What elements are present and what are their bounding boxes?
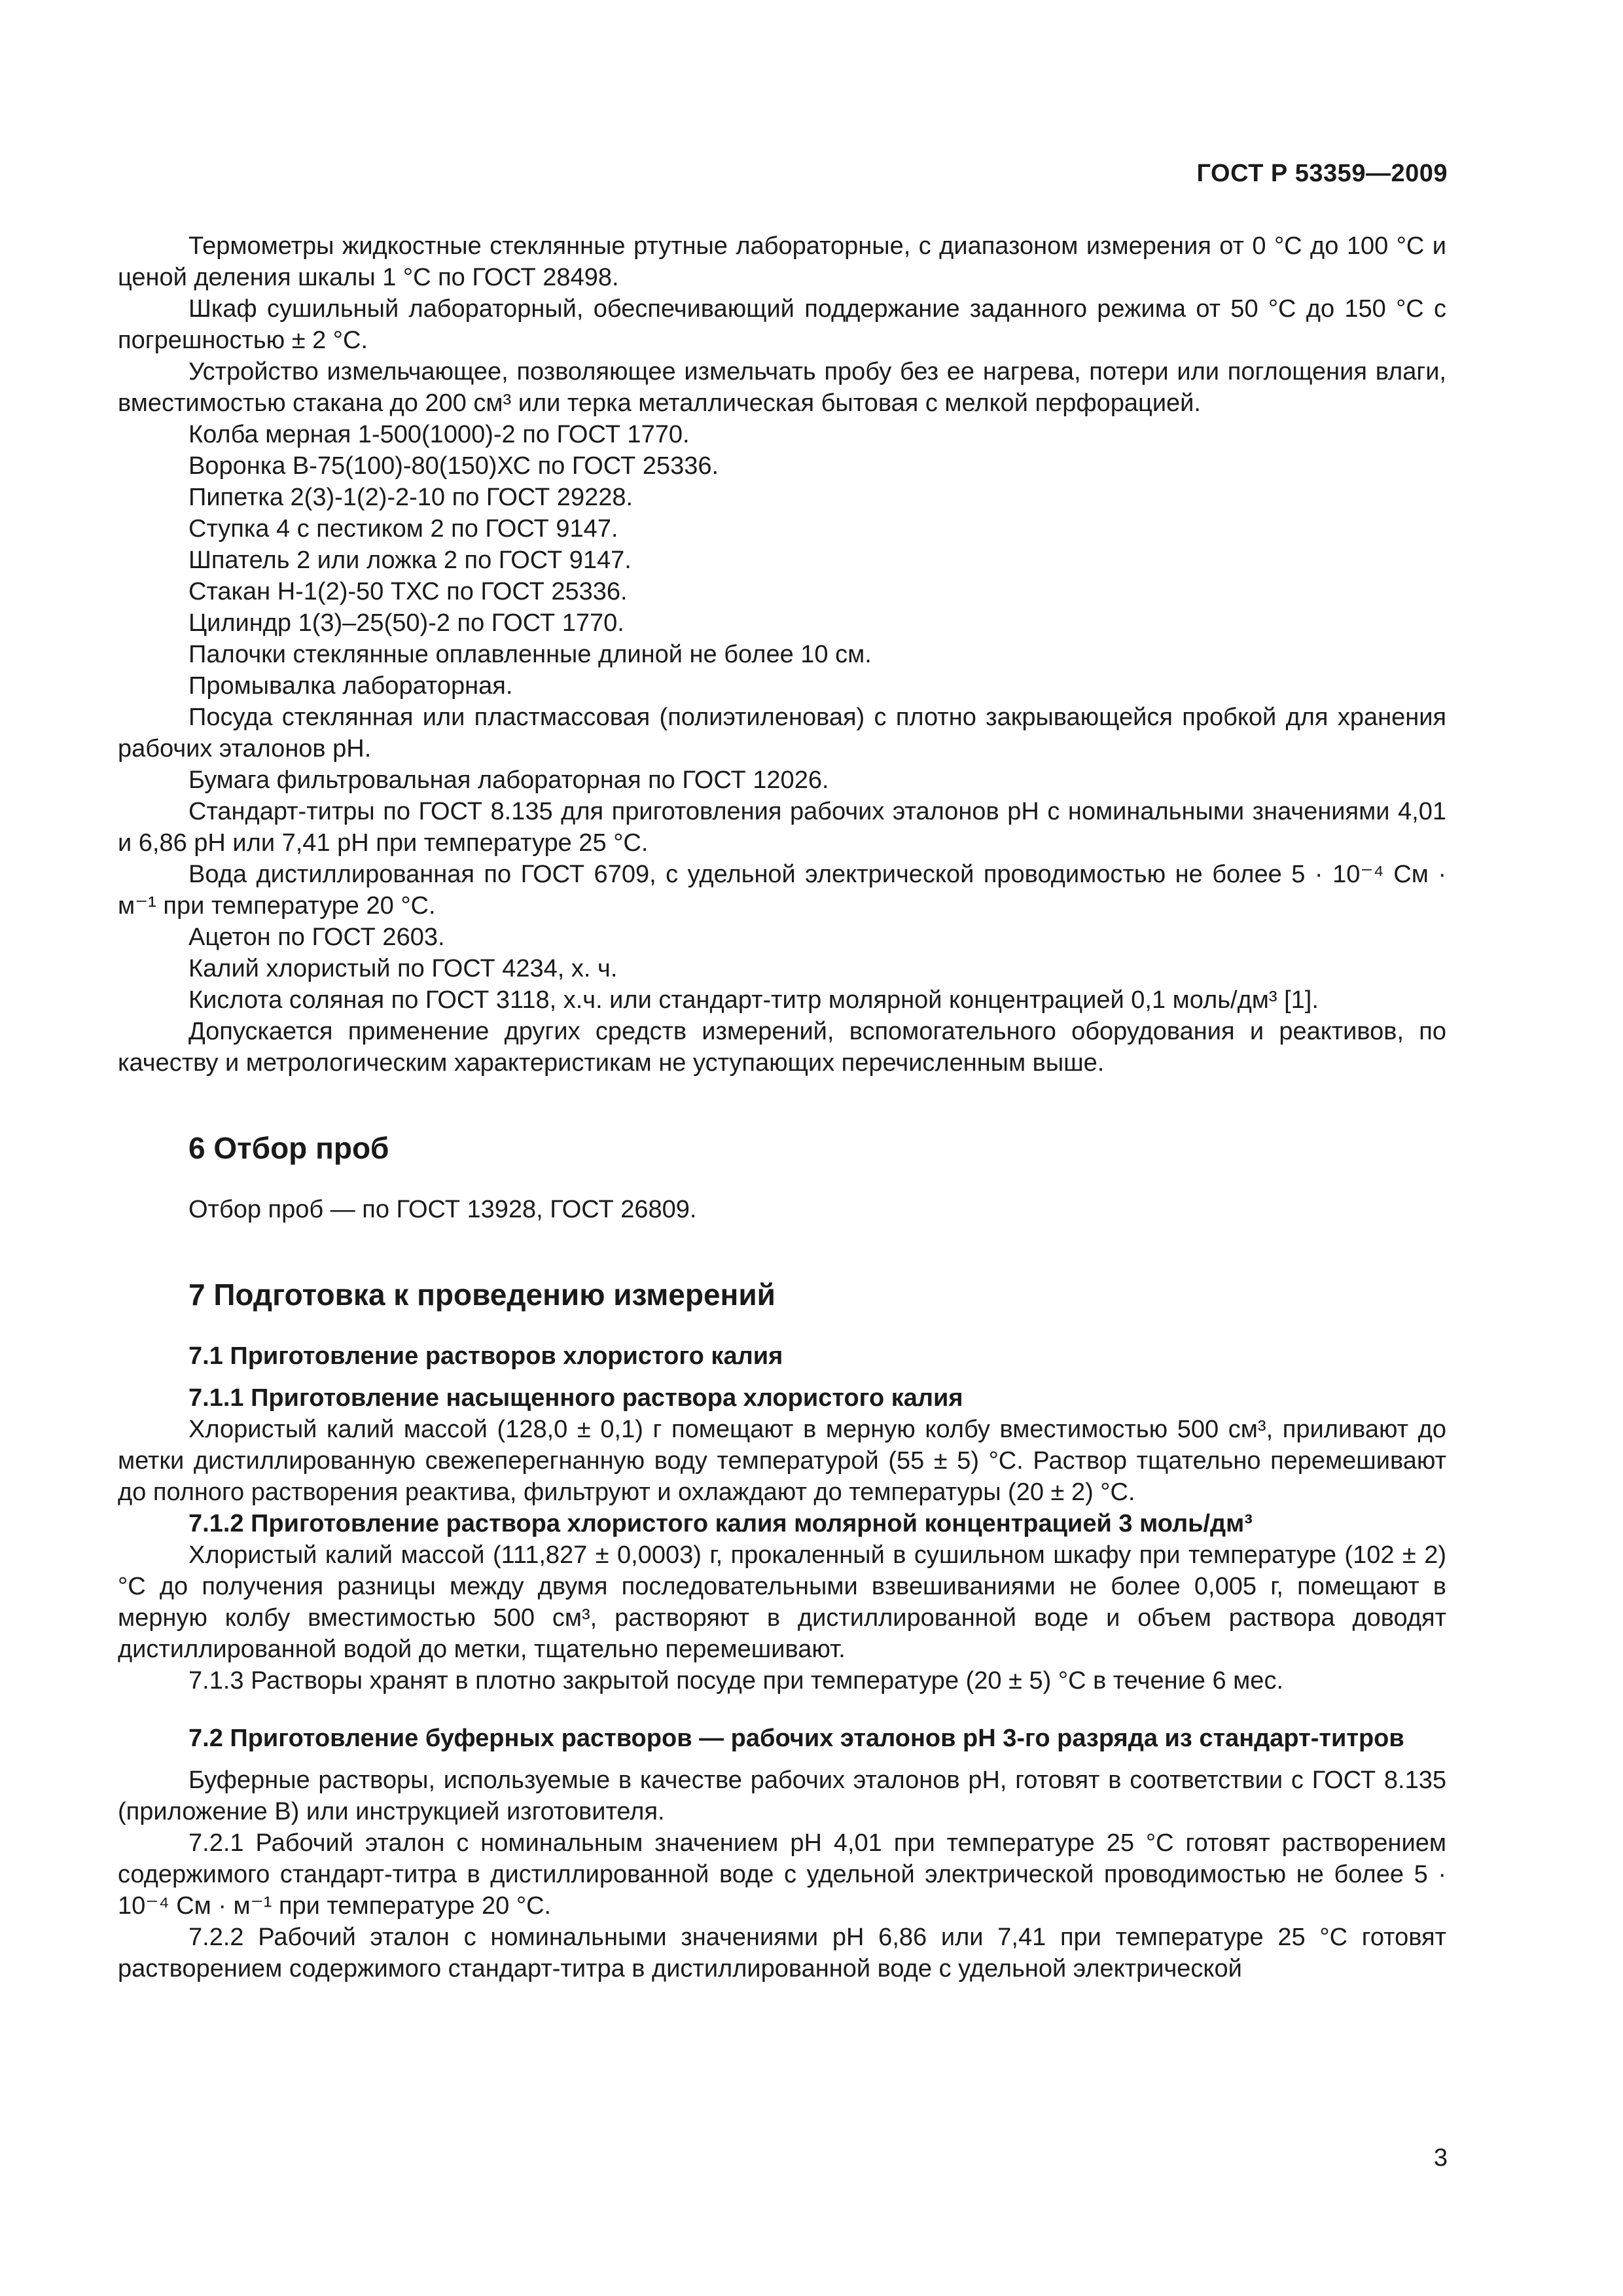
paragraph: Допускается применение других средств измерений, вспомогательного оборудования и реактивов, по качеству и метрологическим характеристикам не уступающих перечисленным выше.: [118, 1018, 1446, 1077]
paragraph: Стандарт-титры по ГОСТ 8.135 для приготовления рабочих эталонов рН с номинальными значениями 4,01 и 6,86 рН или 7,41 рН при температуре 25 °С.: [118, 798, 1446, 857]
section-7-2-heading: 7.2 Приготовление буферных растворов — рабочих эталонов рН 3-го разряда из стандарт-титров: [188, 1725, 1404, 1752]
section-6-heading: 6 Отбор проб: [188, 1131, 389, 1165]
section-7-1-1-heading: 7.1.1 Приготовление насыщенного раствора хлористого калия: [188, 1384, 963, 1412]
paragraph: Цилиндр 1(3)–25(50)-2 по ГОСТ 1770.: [188, 609, 624, 637]
paragraph: Вода дистиллированная по ГОСТ 6709, с удельной электрической проводимостью не более 5 · 10⁻⁴ См · м⁻¹ при температуре 20 °С.: [118, 861, 1446, 920]
section-7-heading: 7 Подготовка к проведению измерений: [188, 1278, 776, 1312]
section-6-text: Отбор проб — по ГОСТ 13928, ГОСТ 26809.: [188, 1196, 697, 1223]
paragraph: Устройство измельчающее, позволяющее измельчать пробу без ее нагрева, потери или поглощения влаги, вместимостью стакана до 200 см³ или терка металлическая бытовая с мелкой перфорацией.: [118, 358, 1446, 417]
section-7-1-heading: 7.1 Приготовление растворов хлористого калия: [188, 1342, 783, 1370]
paragraph: Палочки стеклянные оплавленные длиной не более 10 см.: [188, 641, 872, 668]
paragraph: Калий хлористый по ГОСТ 4234, х. ч.: [188, 955, 618, 982]
section-7-1-2-heading: 7.1.2 Приготовление раствора хлористого калия молярной концентрацией 3 моль/дм³: [188, 1510, 1253, 1537]
section-7-2-1-text: 7.2.1 Рабочий эталон с номинальным значением рН 4,01 при температуре 25 °С готовят растворением содержимого стандарт-титра в дистиллированной воде с удельной электрической проводимостью не более 5 · 10⁻⁴ См · м⁻¹ при температуре 20 °С.: [118, 1829, 1446, 1920]
page-number: 3: [1433, 2144, 1448, 2172]
paragraph: Промывалка лабораторная.: [188, 672, 513, 700]
section-7-2-text: Буферные растворы, используемые в качестве рабочих эталонов рН, готовят в соответствии с ГОСТ 8.135 (приложение В) или инструкцией изготовителя.: [118, 1767, 1446, 1825]
paragraph: Шкаф сушильный лабораторный, обеспечивающий поддержание заданного режима от 50 °С до 150 °С с погрешностью ± 2 °С.: [118, 295, 1446, 354]
document-code: ГОСТ Р 53359—2009: [1196, 160, 1448, 187]
paragraph: Шпатель 2 или ложка 2 по ГОСТ 9147.: [188, 547, 632, 574]
paragraph: Пипетка 2(3)-1(2)-2-10 по ГОСТ 29228.: [188, 484, 633, 511]
section-7-1-2-text: Хлористый калий массой (111,827 ± 0,0003) г, прокаленный в сушильном шкафу при температуре (102 ± 2) °С до получения разницы между двумя последовательными взвешиваниями не более 0,005 г, помещают в мерную колбу вместимостью 500 см³, растворяют в дистиллированной воде и объем раствора доводят дистиллированной водой до метки, тщательно перемешивают.: [118, 1541, 1446, 1663]
paragraph: Ступка 4 с пестиком 2 по ГОСТ 9147.: [188, 515, 618, 543]
paragraph: Воронка В-75(100)-80(150)ХС по ГОСТ 25336.: [188, 452, 719, 480]
section-7-2-2-text: 7.2.2 Рабочий эталон с номинальными значениями рН 6,86 или 7,41 при температуре 25 °С готовят растворением содержимого стандарт-титра в дистиллированной воде с удельной электрической: [118, 1924, 1446, 1982]
paragraph: Ацетон по ГОСТ 2603.: [188, 924, 445, 951]
paragraph: Посуда стеклянная или пластмассовая (полиэтиленовая) с плотно закрывающейся пробкой для хранения рабочих эталонов рН.: [118, 704, 1446, 762]
section-7-1-1-text: Хлористый калий массой (128,0 ± 0,1) г помещают в мерную колбу вместимостью 500 см³, приливают до метки дистиллированную свежеперегнанную воду температурой (55 ± 5) °С. Раствор тщательно перемешивают до полного растворения реактива, фильтруют и охлаждают до температуры (20 ± 2) °С.: [118, 1416, 1446, 1506]
paragraph: Кислота соляная по ГОСТ 3118, х.ч. или стандарт-титр молярной концентрацией 0,1 моль/дм³ [1].: [188, 986, 1319, 1014]
paragraph: Термометры жидкостные стеклянные ртутные лабораторные, с диапазоном измерения от 0 °С до 100 °С и ценой деления шкалы 1 °С по ГОСТ 28498.: [118, 232, 1446, 291]
paragraph: Колба мерная 1-500(1000)-2 по ГОСТ 1770.: [188, 421, 690, 448]
paragraph: Стакан Н-1(2)-50 ТХС по ГОСТ 25336.: [188, 578, 628, 605]
page-content: [118, 230, 1446, 1984]
section-7-1-3-text: 7.1.3 Растворы хранят в плотно закрытой посуде при температуре (20 ± 5) °С в течение 6 мес.: [188, 1667, 1284, 1695]
paragraph: Бумага фильтровальная лабораторная по ГОСТ 12026.: [188, 766, 829, 794]
